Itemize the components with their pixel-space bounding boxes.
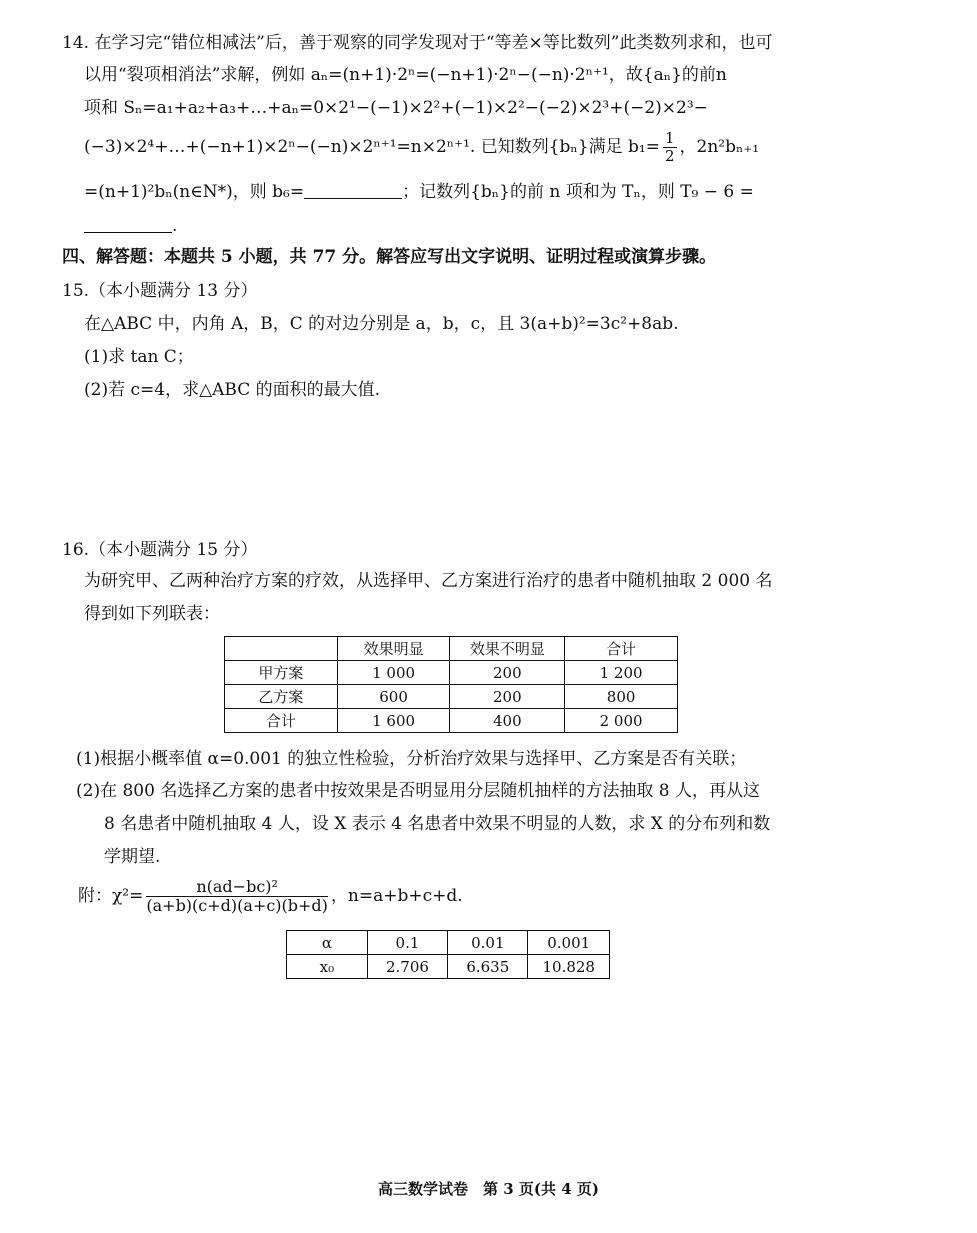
section-4-heading: 四、解答题：本题共 5 小题，共 77 分。解答应写出文字说明、证明过程或演算步骤。 bbox=[62, 247, 717, 267]
table-cell: 1 200 bbox=[565, 661, 678, 685]
q14-line-4-text: (−3)×2⁴+…+(−n+1)×2ⁿ−(−n)×2ⁿ⁺¹=n×2ⁿ⁺¹. 已知数列{bₙ}满足 b₁= bbox=[84, 137, 660, 157]
formula-denominator: (a+b)(c+d)(a+c)(b+d) bbox=[146, 896, 328, 915]
q14-line-6 bbox=[84, 215, 177, 237]
contingency-table bbox=[224, 636, 678, 733]
critical-value-table bbox=[286, 930, 610, 979]
table-cell: 6.635 bbox=[448, 955, 528, 979]
table-header-cell bbox=[225, 637, 338, 661]
q14-line-2: 以用“裂项相消法”求解，例如 aₙ=(n+1)·2ⁿ=(−n+1)·2ⁿ−(−n)·2ⁿ⁺¹，故{aₙ}的前n bbox=[84, 65, 727, 85]
formula-suffix: ，n=a+b+c+d. bbox=[330, 886, 463, 906]
q14-fraction-denominator: 2 bbox=[664, 147, 675, 165]
q14-line-5-text: =(n+1)²bₙ(n∈N*)，则 b₆= bbox=[84, 182, 305, 202]
q15-part-1: (1)求 tan C； bbox=[84, 347, 194, 367]
table-row bbox=[287, 931, 610, 955]
table-cell: 乙方案 bbox=[225, 685, 338, 709]
q15-stem: 在△ABC 中，内角 A，B，C 的对边分别是 a，b，c，且 3(a+b)²=3c²+8ab. bbox=[84, 314, 679, 334]
q16-part-2-line-1: (2)在 800 名选择乙方案的患者中按效果是否明显用分层随机抽样的方法抽取 8 人，再从这 bbox=[76, 781, 760, 801]
table-row bbox=[225, 685, 678, 709]
q14-line-5 bbox=[84, 181, 754, 203]
table-header-cell: 效果不明显 bbox=[450, 637, 565, 661]
q16-stem-2: 得到如下列联表： bbox=[84, 604, 220, 624]
table-row bbox=[287, 955, 610, 979]
q14-fraction bbox=[663, 130, 677, 165]
q14-line-5-tail: ；记数列{bₙ}的前 n 项和为 Tₙ，则 T₉ − 6 = bbox=[402, 182, 754, 202]
formula-fraction bbox=[146, 878, 328, 915]
table-cell: 0.1 bbox=[367, 931, 447, 955]
q14-line-6-period: . bbox=[172, 216, 178, 236]
q16-stem-1: 为研究甲、乙两种治疗方案的疗效，从选择甲、乙方案进行治疗的患者中随机抽取 2 000 名 bbox=[84, 571, 773, 591]
table-header-cell: 效果明显 bbox=[337, 637, 450, 661]
table-cell: 600 bbox=[337, 685, 450, 709]
table-row bbox=[225, 709, 678, 733]
q15-title: 15.（本小题满分 13 分） bbox=[62, 281, 258, 301]
table-cell: 2 000 bbox=[565, 709, 678, 733]
table-cell: 200 bbox=[450, 661, 565, 685]
table-cell: α bbox=[287, 931, 368, 955]
q14-line-3: 项和 Sₙ=a₁+a₂+a₃+…+aₙ=0×2¹−(−1)×2²+(−1)×2²−(−2)×2³+(−2)×2³− bbox=[84, 98, 708, 118]
table-header-row bbox=[225, 637, 678, 661]
q14-line-4 bbox=[84, 130, 759, 165]
page-footer: 高三数学试卷 第 3 页(共 4 页) bbox=[378, 1180, 599, 1198]
q14-fraction-numerator: 1 bbox=[664, 129, 675, 147]
table-cell: 合计 bbox=[225, 709, 338, 733]
q15-part-2: (2)若 c=4，求△ABC 的面积的最大值. bbox=[84, 380, 381, 400]
table-cell: x₀ bbox=[287, 955, 368, 979]
table-cell: 1 600 bbox=[337, 709, 450, 733]
table-cell: 0.01 bbox=[448, 931, 528, 955]
table-header-cell: 合计 bbox=[565, 637, 678, 661]
q14-line-1: 14. 在学习完“错位相减法”后，善于观察的同学发现对于“等差×等比数列”此类数列求和，也可 bbox=[62, 33, 773, 53]
q16-title: 16.（本小题满分 15 分） bbox=[62, 540, 258, 560]
formula-prefix: 附：χ²= bbox=[78, 886, 144, 906]
b6-answer-blank[interactable] bbox=[304, 182, 402, 199]
q16-part-1: (1)根据小概率值 α=0.001 的独立性检验，分析治疗效果与选择甲、乙方案是否有关联； bbox=[76, 749, 747, 769]
table-cell: 200 bbox=[450, 685, 565, 709]
table-row bbox=[225, 661, 678, 685]
table-cell: 1 000 bbox=[337, 661, 450, 685]
q16-part-2-line-2: 8 名患者中随机抽取 4 人，设 X 表示 4 名患者中效果不明显的人数，求 X 的分布列和数 bbox=[104, 814, 771, 834]
table-cell: 800 bbox=[565, 685, 678, 709]
t9-answer-blank[interactable] bbox=[84, 216, 172, 233]
q14-line-4-tail: ，2n²bₙ₊₁ bbox=[679, 137, 760, 157]
table-cell: 400 bbox=[450, 709, 565, 733]
formula-numerator: n(ad−bc)² bbox=[146, 878, 328, 897]
q16-part-2-line-3: 学期望. bbox=[104, 847, 161, 867]
table-cell: 10.828 bbox=[528, 955, 610, 979]
table-cell: 0.001 bbox=[528, 931, 610, 955]
chi-square-formula bbox=[78, 878, 463, 915]
table-cell: 2.706 bbox=[367, 955, 447, 979]
table-cell: 甲方案 bbox=[225, 661, 338, 685]
